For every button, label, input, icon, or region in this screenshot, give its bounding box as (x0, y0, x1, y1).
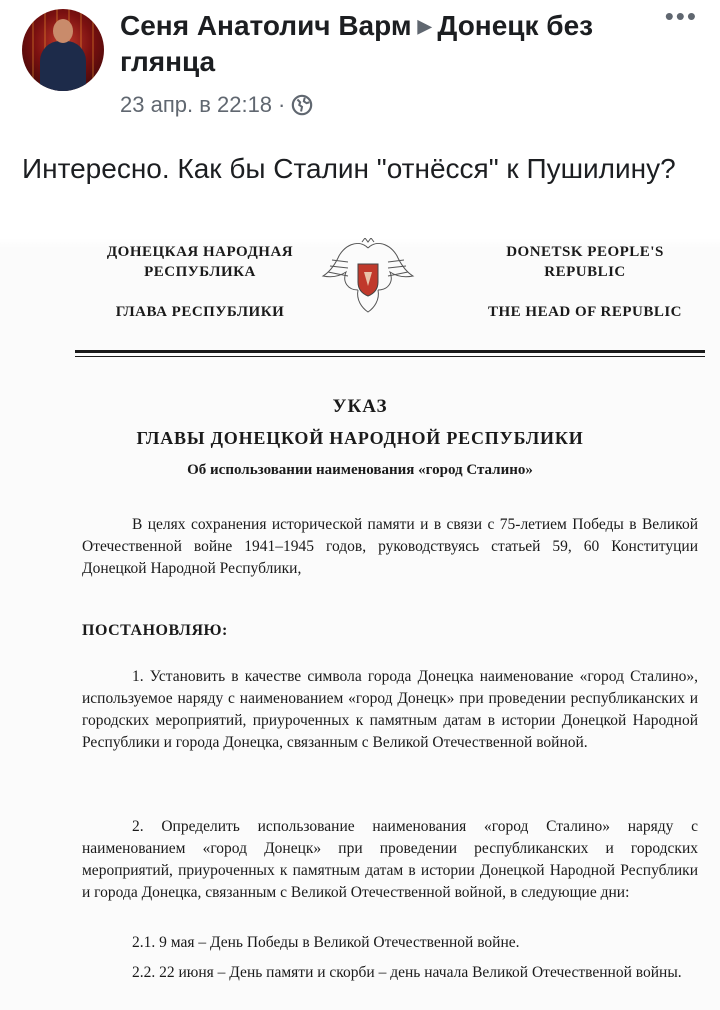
doc-divider-thick (75, 350, 705, 353)
doc-header-left-line2: РЕСПУБЛИКА (144, 264, 256, 280)
doc-header-left-line3: ГЛАВА РЕСПУБЛИКИ (115, 304, 285, 320)
doc-header-right-line1: DONETSK PEOPLE'S (506, 244, 664, 260)
doc-item-2 (82, 816, 698, 904)
doc-decree-heading: ПОСТАНОВЛЯЮ: (82, 622, 228, 639)
doc-item-2-2-text: 2.2. 22 июня – День памяти и скорби – день начала Великой Отечественной войны. (132, 964, 682, 981)
post-header (0, 0, 720, 130)
doc-header-left (70, 242, 330, 322)
doc-intro-paragraph (82, 514, 698, 580)
doc-subtitle: ГЛАВЫ ДОНЕЦКОЙ НАРОДНОЙ РЕСПУБЛИКИ (136, 428, 584, 448)
post-meta (120, 92, 313, 118)
doc-item-1 (82, 666, 698, 754)
doc-item-2-text: 2. Определить использование наименования «город Сталино» наряду с наименованием «город Донецк» при проведении республиканских и городских мероприятий, приуроченных к памятным датам в истории Донецкой Народной Республики и города Донецка, связанным с Великой Отечественной войной, в следующие дни: (82, 818, 698, 901)
post-text: Интересно. Как бы Сталин "отнёсся" к Пушилину? (22, 153, 676, 184)
doc-header-right-line2: REPUBLIC (544, 264, 626, 280)
doc-title: УКАЗ (332, 396, 388, 417)
document-image[interactable] (0, 238, 720, 1010)
doc-item-2-2 (82, 962, 698, 984)
doc-intro-text: В целях сохранения исторической памяти и в связи с 75-летием Победы в Великой Отечественной войне 1941–1945 годов, руководствуясь статьей 59, 60 Конституции Донецкой Народной Республики, (82, 516, 698, 577)
more-options-icon[interactable]: ••• (664, 1, 698, 31)
coat-of-arms-emblem (318, 238, 418, 318)
doc-item-2-1 (82, 932, 698, 954)
doc-divider-thin (75, 356, 705, 357)
post-timestamp[interactable]: 23 апр. в 22:18 (120, 92, 273, 117)
group-name[interactable]: Донецк без глянца (120, 10, 594, 77)
globe-icon (291, 94, 313, 116)
arrow-right-icon: ▶ (417, 16, 432, 36)
doc-header-left-line1: ДОНЕЦКАЯ НАРОДНАЯ (106, 244, 294, 260)
author-line (120, 8, 640, 80)
meta-separator: · (278, 92, 286, 117)
author-name[interactable]: Сеня Анатолич Варм (120, 10, 412, 41)
doc-item-1-text: 1. Установить в качестве символа города Донецка наименование «город Сталино», используемое наряду с наименованием «город Донецк» при проведении республиканских и городских мероприятий, приуроченных к памятным датам в истории Донецкой Народной Республики и города Донецка, связанным с Великой Отечественной войной. (82, 668, 698, 751)
doc-heading: Об использовании наименования «город Сталино» (187, 462, 533, 478)
avatar[interactable] (22, 9, 104, 91)
doc-header-right (470, 242, 700, 322)
doc-item-2-1-text: 2.1. 9 мая – День Победы в Великой Отечественной войне. (132, 934, 520, 951)
doc-header-right-line3: THE HEAD OF REPUBLIC (487, 304, 683, 320)
